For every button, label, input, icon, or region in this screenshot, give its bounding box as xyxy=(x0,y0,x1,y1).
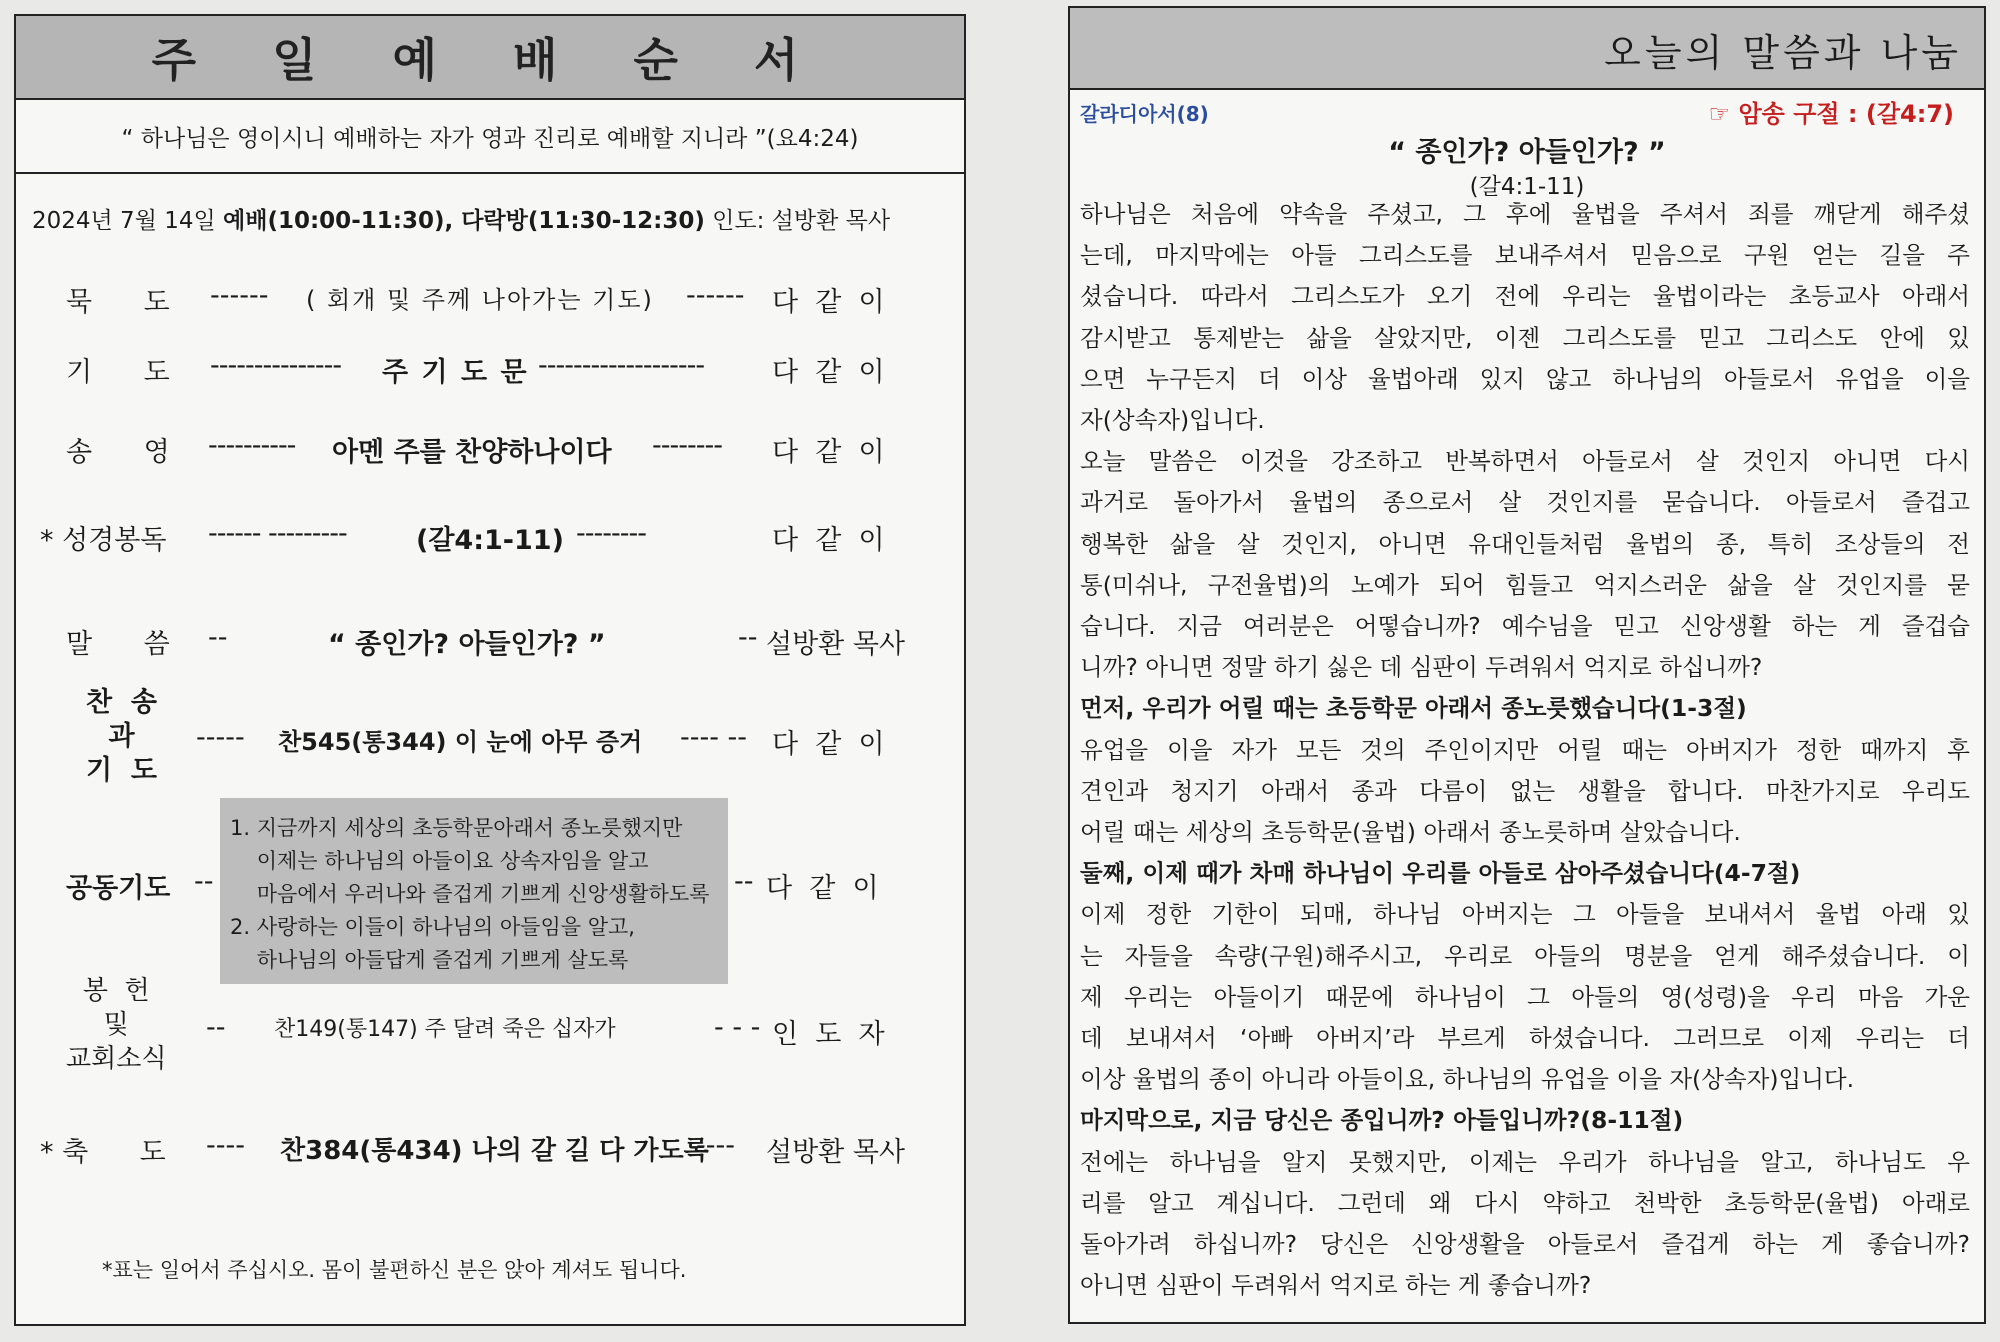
body-line: 오늘 말씀은 이것을 강조하고 반복하면서 아들로서 살 것인지 아니면 다시 xyxy=(1080,447,1970,476)
body-line: 견인과 청지기 아래서 종과 다름이 없는 생활을 합니다. 마찬가지로 우리도 xyxy=(1080,776,1970,805)
order-dash: -- xyxy=(208,622,228,653)
sermon-notes-heading: 오늘의 말씀과 나눔 xyxy=(1604,31,1962,75)
prayer-line: 1. 지금까지 세상의 초등학문아래서 종노릇했지만 xyxy=(230,816,683,840)
body-line: 는 자들을 속량(구원)해주시고, 우리로 아들의 명분을 얻게 해주셨습니다. 이 xyxy=(1080,941,1970,970)
order-who: 다 같 이 xyxy=(772,729,885,760)
body-line: 과거로 돌아가서 율법의 종으로서 살 것인지를 묻습니다. 아들로서 즐겁고 xyxy=(1080,488,1970,517)
order-label-offering: 봉 헌 및 교회소식 xyxy=(66,976,167,1074)
body-line: 제 우리는 아들이기 때문에 하나님이 그 아들의 영(성령)을 우리 마음 가운 xyxy=(1080,982,1970,1011)
order-label: 묵 도 xyxy=(66,287,170,318)
body-line: 감시받고 통제받는 삶을 살았지만, 이젠 그리스도를 믿고 그리스도 안에 있 xyxy=(1080,323,1970,352)
prayer-line: 이제는 하나님의 아들이요 상속자임을 알고 xyxy=(230,849,649,873)
order-item: 찬545(통344) 이 눈에 아무 증거 xyxy=(278,728,643,756)
common-prayer-box xyxy=(220,798,728,984)
body-line: 전에는 하나님을 알지 못했지만, 이제는 우리가 하나님을 알고, 하나님도 우 xyxy=(1080,1147,1970,1176)
section-heading: 마지막으로, 지금 당신은 종입니까? 아들입니까?(8-11절) xyxy=(1080,1106,1684,1135)
sermon-title: “ 종인가? 아들인가? ” xyxy=(1388,137,1666,168)
order-label-hymn-prayer: 찬 송 과 기 도 xyxy=(86,687,157,786)
order-label: 말 씀 xyxy=(66,629,170,660)
order-who: 설방환 목사 xyxy=(766,1137,905,1168)
body-line: 이제 정한 기한이 되매, 하나님 아버지는 그 아들을 보내셔서 율법 아래 있 xyxy=(1080,900,1970,929)
order-who: 다 같 이 xyxy=(772,525,885,556)
order-item: ( 회개 및 주께 나아가는 기도) xyxy=(306,286,654,314)
memory-verse: ☞ 암송 구절 : (갈4:7) xyxy=(1708,100,1954,128)
order-who: 다 같 이 xyxy=(772,357,885,388)
body-line: 아니면 심판이 두려워서 억지로 하는 게 좋습니까? xyxy=(1080,1271,1592,1300)
body-line: 행복한 삶을 살 것인지, 아니면 유대인들처럼 율법의 종, 특히 조상들의 전 xyxy=(1080,529,1970,558)
order-dash: ---- -- xyxy=(680,722,748,753)
order-label: * 성경봉독 xyxy=(40,525,167,556)
order-dash: -------- xyxy=(652,430,722,461)
body-line: 니까? 아니면 정말 하기 싫은 데 심판이 두려워서 억지로 하십니까? xyxy=(1080,653,1763,682)
service-date: 2024년 7월 14일 xyxy=(32,208,216,234)
sermon-reference: (갈4:1-11) xyxy=(1469,174,1585,200)
order-dash: ------ --------- xyxy=(208,518,347,549)
order-label: 기 도 xyxy=(66,357,170,388)
order-dash: ------ xyxy=(686,280,745,311)
order-dash: ------ xyxy=(210,280,269,311)
order-dash: -- xyxy=(738,622,758,653)
service-times: 예배(10:00-11:30), 다락방(11:30-12:30) xyxy=(223,208,705,234)
order-dash: -------- xyxy=(576,518,646,549)
order-who: 다 같 이 xyxy=(772,287,885,318)
prayer-line: 마음에서 우러나와 즐겁게 기쁘게 신앙생활하도록 xyxy=(230,882,710,906)
service-leader: 인도: 설방환 목사 xyxy=(712,208,891,234)
order-label: 송 영 xyxy=(66,437,170,468)
body-line: 셨습니다. 따라서 그리스도가 오기 전에 우리는 율법이라는 초등교사 아래서 xyxy=(1080,282,1970,311)
standing-note: *표는 일어서 주십시오. 몸이 불편하신 분은 앉아 계셔도 됩니다. xyxy=(102,1258,687,1282)
body-line: 유업을 이을 자가 모든 것의 주인이지만 어릴 때는 아버지가 정한 때까지 후 xyxy=(1080,735,1970,764)
prayer-line: 2. 사랑하는 이들이 하나님의 아들임을 알고, xyxy=(230,915,635,939)
body-line: 데 보내셔서 ‘아빠 아버지’라 부르게 하셨습니다. 그러므로 이제 우리는 더 xyxy=(1080,1024,1970,1053)
sermon-notes-panel xyxy=(1068,6,1986,1324)
order-dash: -- xyxy=(194,866,214,897)
order-who: 인 도 자 xyxy=(772,1019,885,1050)
order-item: 주 기 도 문 xyxy=(382,357,529,388)
body-line: 자(상속자)입니다. xyxy=(1080,406,1265,435)
body-line: 하나님은 처음에 약속을 주셨고, 그 후에 율법을 주셔서 죄를 깨닫게 해주셨 xyxy=(1080,200,1970,228)
body-line: 이상 율법의 종이 아니라 아들이요, 하나님의 유업을 이을 자(상속자)입니다. xyxy=(1080,1065,1855,1094)
order-item: 찬149(통147) 주 달려 죽은 십자가 xyxy=(274,1017,616,1042)
order-dash: - - - xyxy=(714,1012,761,1043)
body-line: 으면 누구든지 더 이상 율법아래 있지 않고 하나님의 아들로서 유업을 이을 xyxy=(1080,364,1970,393)
service-date-line xyxy=(32,202,890,235)
body-line: 는데, 마지막에는 아들 그리스도를 보내주셔서 믿음으로 구원 얻는 길을 주 xyxy=(1080,241,1970,270)
order-dash: ---- xyxy=(206,1130,245,1161)
body-line: 돌아가려 하십니까? 당신은 신앙생활을 아들로서 즐겁게 하는 게 좋습니까? xyxy=(1080,1230,1970,1259)
series-label: 갈라디아서(8) xyxy=(1080,102,1209,126)
order-dash: ---- xyxy=(696,1130,735,1161)
body-line: 어릴 때는 세상의 초등학문(율법) 아래서 종노릇하며 살았습니다. xyxy=(1080,818,1741,847)
order-dash: ----- xyxy=(196,722,245,753)
order-dash: ---------- xyxy=(208,430,296,461)
order-item: (갈4:1-11) xyxy=(416,525,564,556)
sermon-title: “ 종인가? 아들인가? ” xyxy=(328,629,606,660)
worship-order-panel xyxy=(14,14,966,1326)
body-line: 리를 알고 계십니다. 그런데 왜 다시 약하고 천박한 초등학문(율법) 아래로 xyxy=(1080,1188,1970,1217)
sermon-body xyxy=(1080,194,1970,1306)
worship-order-title: 주 일 예 배 순 서 xyxy=(16,16,964,100)
body-line: 습니다. 지금 여러분은 어떻습니까? 예수님을 믿고 신앙생활 하는 게 즐겁습 xyxy=(1080,612,1970,641)
section-heading: 둘째, 이제 때가 차매 하나님이 우리를 아들로 삼아주셨습니다(4-7절) xyxy=(1080,859,1801,888)
order-dash: ------------------- xyxy=(538,350,705,381)
order-label: 공동기도 xyxy=(66,873,171,904)
sermon-notes-header xyxy=(1070,8,1984,90)
order-dash: -- xyxy=(206,1012,226,1043)
order-dash: --------------- xyxy=(210,350,342,381)
order-item: 아멘 주를 찬양하나이다 xyxy=(332,437,612,468)
order-dash: -- xyxy=(734,866,754,897)
section-heading: 먼저, 우리가 어릴 때는 초등학문 아래서 종노릇했습니다(1-3절) xyxy=(1080,694,1747,723)
order-item: 찬384(통434) 나의 갈 길 다 가도록 xyxy=(280,1136,709,1166)
order-label: * 축 도 xyxy=(40,1137,166,1168)
order-who: 다 같 이 xyxy=(766,873,879,904)
order-who: 다 같 이 xyxy=(772,437,885,468)
order-who: 설방환 목사 xyxy=(766,629,905,660)
prayer-line: 하나님의 아들답게 즐겁게 기쁘게 살도록 xyxy=(230,948,629,972)
body-line: 통(미쉬나, 구전율법)의 노예가 되어 힘들고 억지스러운 삶을 살 것인지를 묻 xyxy=(1080,570,1970,599)
theme-verse: “ 하나님은 영이시니 예배하는 자가 영과 진리로 예배할 지니라 ”(요4:24) xyxy=(16,100,964,174)
